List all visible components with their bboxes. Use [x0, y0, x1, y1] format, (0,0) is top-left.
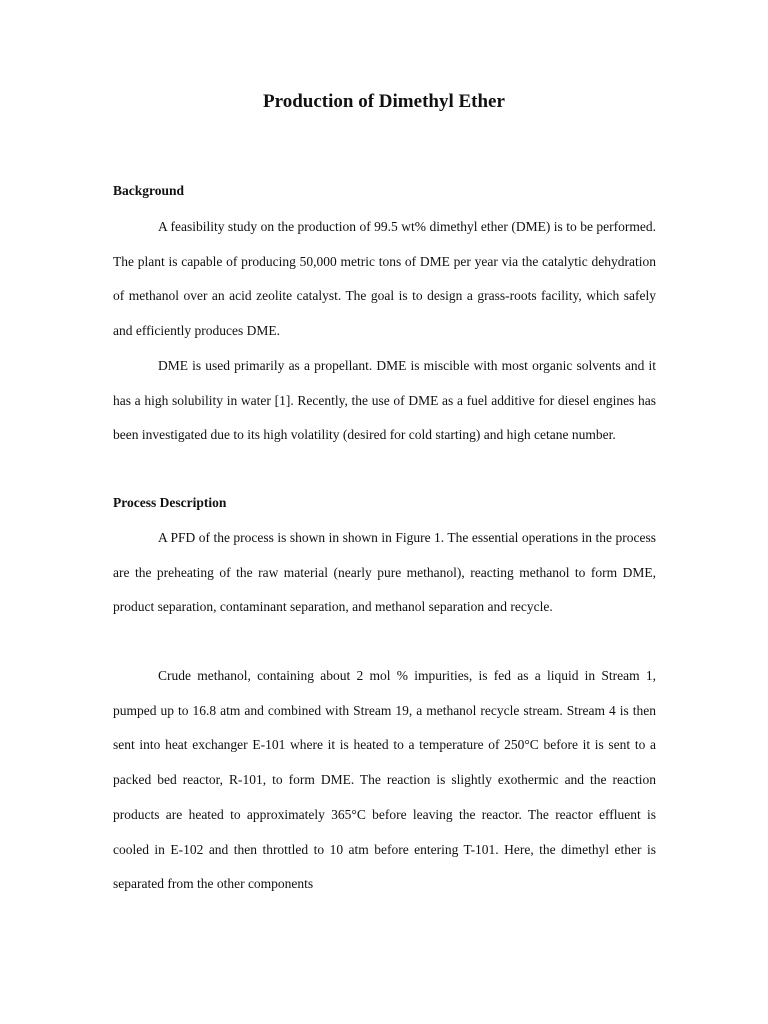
section-heading-process-description: Process Description	[113, 495, 227, 510]
background-paragraph-1: A feasibility study on the production of 99.5 wt% dimethyl ether (DME) is to be performed. The plant is capable of producing 50,000 metric tons of DME per year via the catalytic dehydration of methanol over an acid zeolite catalyst. The goal is to design a grass-roots facility, which safely and efficiently produces DME.	[113, 219, 656, 339]
process-paragraph-1: A PFD of the process is shown in shown in Figure 1. The essential operations in the process are the preheating of the raw material (nearly pure methanol), reacting methanol to form DME, product separation, contaminant separation, and methanol separation and recycle.	[113, 530, 656, 615]
process-paragraph-2: Crude methanol, containing about 2 mol % impurities, is fed as a liquid in Stream 1, pumped up to 16.8 atm and combined with Stream 19, a methanol recycle stream. Stream 4 is then sent into heat exchanger E-101 where it is heated to a temperature of 250°C before it is sent to a packed bed reactor, R-101, to form DME. The reaction is slightly exothermic and the reaction products are heated to approximately 365°C before leaving the reactor. The reactor effluent is cooled in E-102 and then throttled to 10 atm before entering T-101. Here, the dimethyl ether is separated from the other components	[113, 668, 656, 892]
document-title: Production of Dimethyl Ether	[263, 91, 505, 112]
background-paragraph-2: DME is used primarily as a propellant. DME is miscible with most organic solvents and it has a high solubility in water [1]. Recently, the use of DME as a fuel additive for diesel engines has been investigated due to its high volatility (desired for cold starting) and high cetane number.	[113, 358, 656, 443]
section-heading-background: Background	[113, 183, 185, 198]
